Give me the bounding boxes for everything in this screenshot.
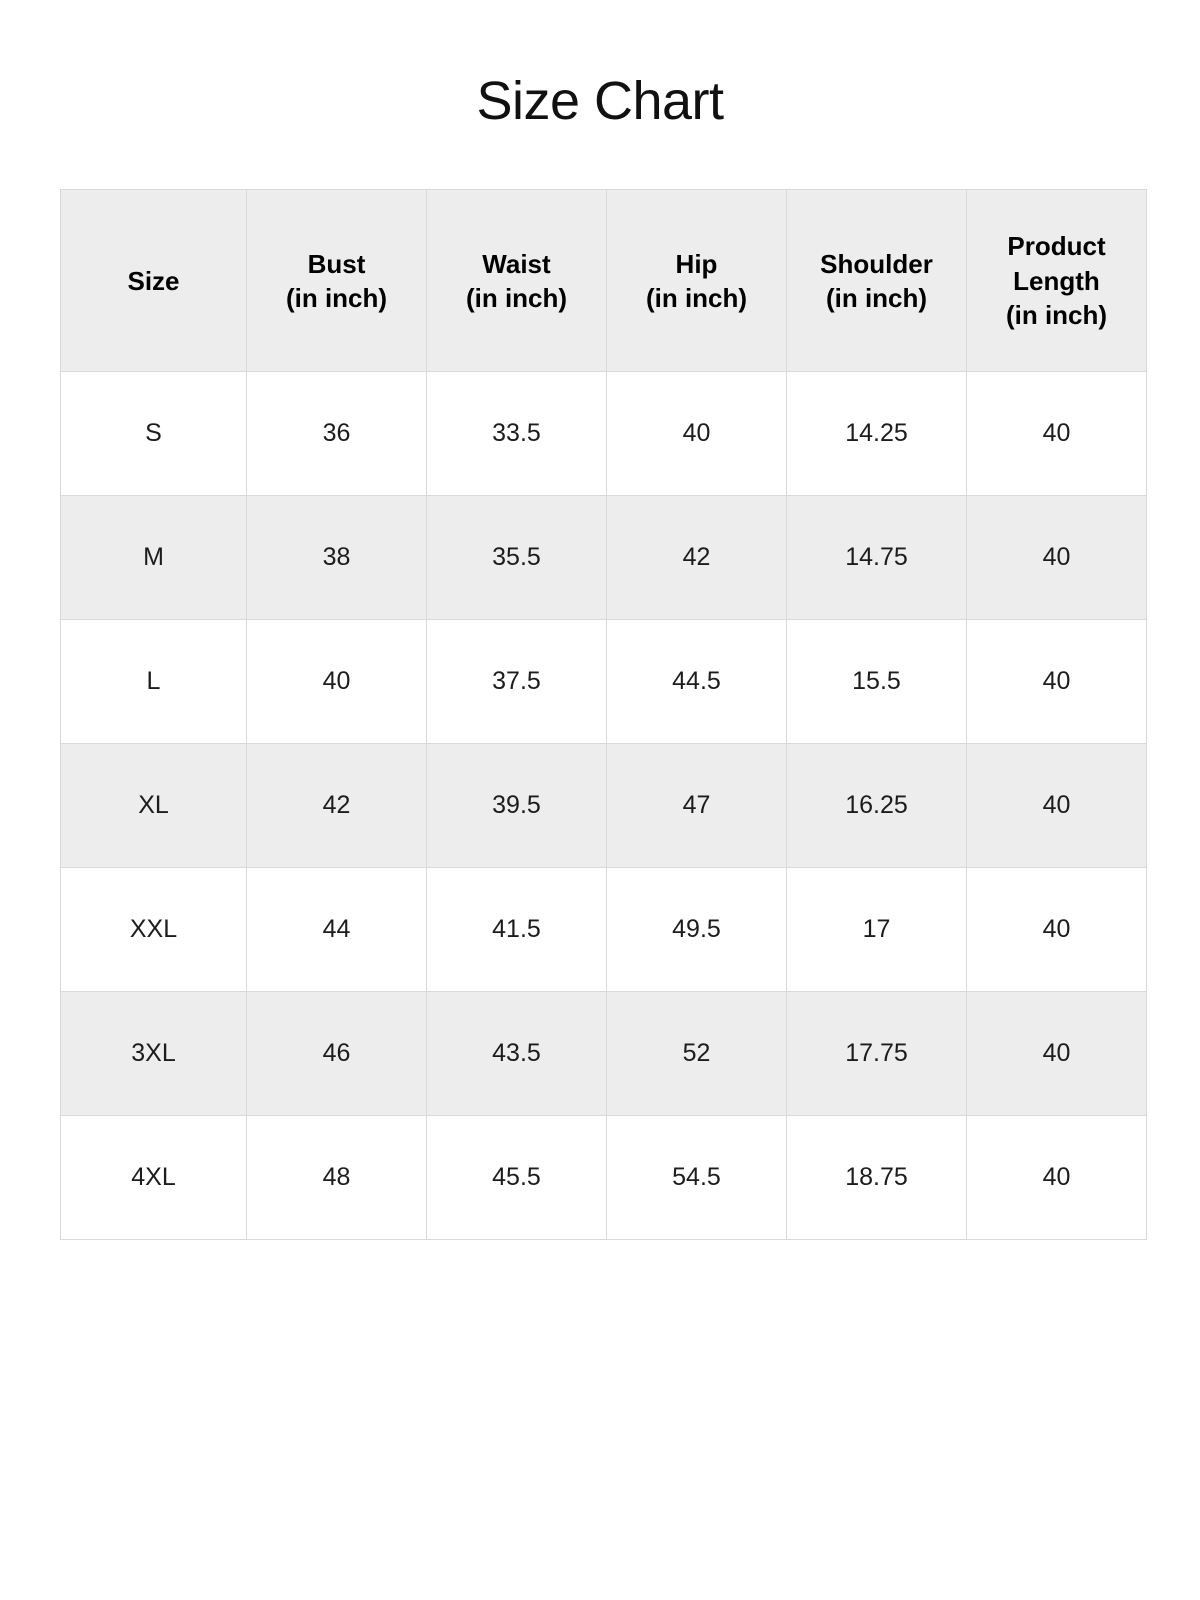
cell-hip: 40: [607, 372, 787, 496]
table-row: [61, 868, 1147, 992]
column-header-hip-label: Hip: [675, 248, 718, 279]
cell-product-length: 40: [967, 372, 1147, 496]
cell-waist: 35.5: [427, 496, 607, 620]
cell-bust: 40: [247, 620, 427, 744]
table-row: [61, 620, 1147, 744]
column-header-bust-label: Bust: [307, 248, 366, 279]
cell-waist: 33.5: [427, 372, 607, 496]
cell-hip: 54.5: [607, 1116, 787, 1240]
cell-size: 4XL: [61, 1116, 247, 1240]
cell-product-length: 40: [967, 620, 1147, 744]
column-header-hip-unit: (in inch): [645, 282, 748, 313]
cell-shoulder: 15.5: [787, 620, 967, 744]
cell-shoulder: 17: [787, 868, 967, 992]
column-header-hip: [607, 190, 787, 372]
column-header-size-label: Size: [127, 265, 180, 296]
page-title: Size Chart: [476, 71, 724, 131]
cell-shoulder: 16.25: [787, 744, 967, 868]
cell-bust: 44: [247, 868, 427, 992]
column-header-waist: [427, 190, 607, 372]
cell-hip: 52: [607, 992, 787, 1116]
cell-size: S: [61, 372, 247, 496]
column-header-waist-label: Waist: [482, 248, 551, 279]
table-header: [61, 190, 1147, 372]
cell-shoulder: 14.25: [787, 372, 967, 496]
cell-waist: 39.5: [427, 744, 607, 868]
table-row: [61, 744, 1147, 868]
cell-waist: 37.5: [427, 620, 607, 744]
column-header-product-length-unit: (in inch): [1005, 300, 1108, 331]
cell-waist: 41.5: [427, 868, 607, 992]
cell-bust: 36: [247, 372, 427, 496]
cell-size: L: [61, 620, 247, 744]
column-header-bust-unit: (in inch): [285, 282, 388, 313]
cell-hip: 49.5: [607, 868, 787, 992]
cell-hip: 47: [607, 744, 787, 868]
column-header-size: [61, 190, 247, 372]
cell-waist: 43.5: [427, 992, 607, 1116]
cell-shoulder: 14.75: [787, 496, 967, 620]
column-header-waist-unit: (in inch): [465, 282, 568, 313]
cell-size: XXL: [61, 868, 247, 992]
cell-shoulder: 18.75: [787, 1116, 967, 1240]
cell-waist: 45.5: [427, 1116, 607, 1240]
column-header-shoulder-label: Shoulder: [820, 248, 933, 279]
table-row: [61, 992, 1147, 1116]
cell-product-length: 40: [967, 868, 1147, 992]
cell-bust: 46: [247, 992, 427, 1116]
column-header-bust: [247, 190, 427, 372]
cell-size: XL: [61, 744, 247, 868]
cell-bust: 42: [247, 744, 427, 868]
cell-product-length: 40: [967, 496, 1147, 620]
cell-hip: 42: [607, 496, 787, 620]
table-header-row: [61, 190, 1147, 372]
cell-product-length: 40: [967, 992, 1147, 1116]
column-header-shoulder: [787, 190, 967, 372]
size-chart-table-wrap: [60, 189, 1140, 1240]
table-row: [61, 1116, 1147, 1240]
cell-size: 3XL: [61, 992, 247, 1116]
cell-shoulder: 17.75: [787, 992, 967, 1116]
cell-bust: 48: [247, 1116, 427, 1240]
cell-product-length: 40: [967, 744, 1147, 868]
table-body: [61, 372, 1147, 1240]
cell-product-length: 40: [967, 1116, 1147, 1240]
column-header-product-length-label-1: Product: [1007, 231, 1106, 262]
cell-size: M: [61, 496, 247, 620]
cell-bust: 38: [247, 496, 427, 620]
table-row: [61, 496, 1147, 620]
table-row: [61, 372, 1147, 496]
column-header-product-length: [967, 190, 1147, 372]
column-header-shoulder-unit: (in inch): [825, 282, 928, 313]
cell-hip: 44.5: [607, 620, 787, 744]
size-chart-table: [60, 189, 1147, 1240]
column-header-product-length-label-2: Length: [1013, 265, 1100, 296]
